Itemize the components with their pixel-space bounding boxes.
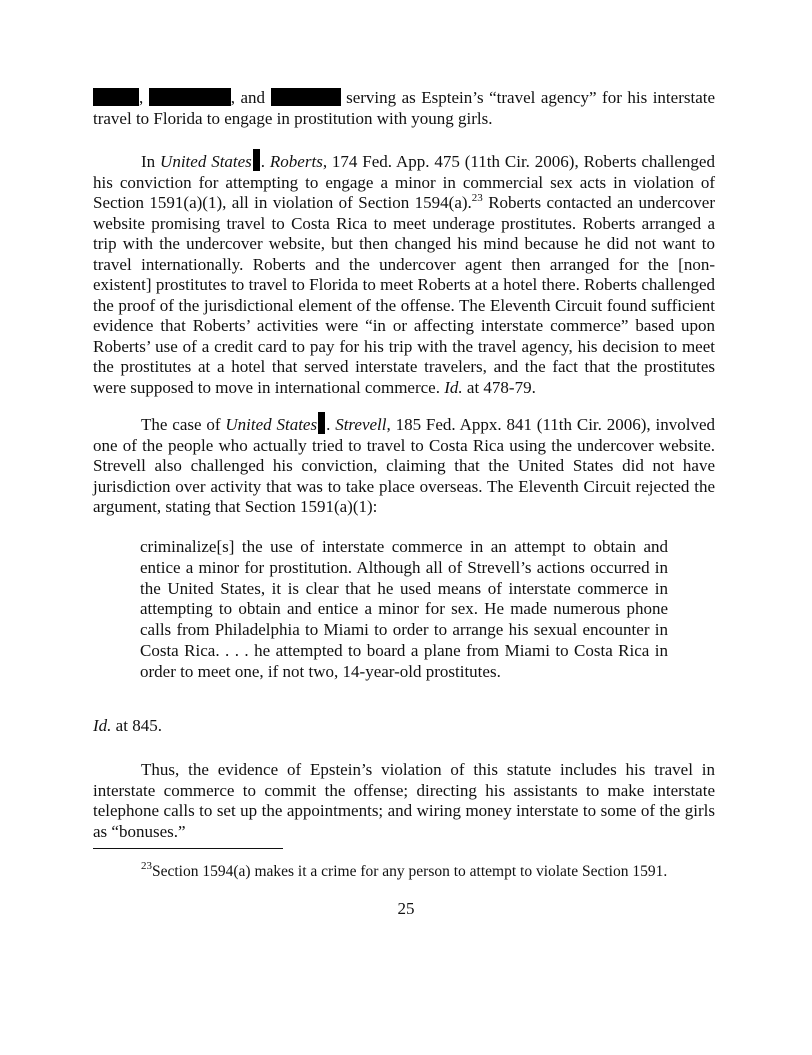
citation-id: Id. (444, 377, 463, 397)
citation-pages: at 478-79. (462, 377, 536, 397)
paragraph-text: Roberts contacted an undercover website promising travel to Costa Rica to meet underage prostitutes. Roberts arranged a trip with the undercover website, but then changed his mind because he did not want to travel internationally. Roberts and the undercover agent then arranged for the [non-existent] prostitutes to travel to Florida to meet Roberts at a hotel there. Roberts challenged the proof of the jurisdictional element of the offense. The Eleventh Circuit found sufficient evidence that Roberts’ activities were “in or affecting interstate commerce” based upon Roberts’ use of a credit card to pay for his trip with the travel agency, his decision to meet the prostitutes at a hotel that served interstate travelers, and the fact that the prostitutes were supposed to move in international commerce. (93, 193, 715, 397)
footnote-text: Section 1594(a) makes it a crime for any person to attempt to violate Section 1591. (152, 863, 668, 880)
paragraph-text: The case of (141, 415, 226, 434)
redaction-block (318, 412, 325, 434)
case-name: United States (160, 152, 252, 171)
footnote-divider (93, 848, 283, 849)
paragraph-text: serving as Esptein’s “travel agency” for his interstate travel to Florida to engage in prostitution with young girls. (93, 88, 716, 128)
paragraph-text: , 174 Fed. App. 475 (11th Cir. 2006), Roberts challenged his conviction for attempting to engage a minor in commercial sex acts in violation of Section 1591(a)(1), all in violation of Section 1594(a). (93, 152, 715, 212)
redaction-block (149, 88, 231, 106)
paragraph-2 (93, 149, 715, 398)
redaction-block (253, 149, 260, 171)
paragraph-text: , 185 Fed. Appx. 841 (11th Cir. 2006), involved one of the people who actually tried to travel to Costa Rica using the undercover website. Strevell also challenged his conviction, claiming that the United States did not have jurisdiction over activity that was to take place overseas. The Eleventh Circuit rejected the argument, stating that Section 1591(a)(1): (93, 415, 715, 516)
paragraph-text: . (260, 152, 270, 171)
footnote-number: 23 (141, 860, 152, 872)
paragraph-1 (93, 88, 715, 129)
case-name: United States (225, 415, 318, 434)
case-party: Roberts (269, 152, 323, 171)
footnote (141, 862, 741, 883)
page-number: 25 (397, 899, 415, 918)
separator-text: , (139, 88, 149, 107)
redaction-block (93, 88, 139, 106)
separator-text: , and (230, 88, 271, 107)
case-party: Strevell (335, 415, 387, 434)
paragraph-text: In (141, 152, 161, 171)
citation-id: Id. (93, 716, 112, 735)
block-quote: criminalize[s] the use of interstate commerce in an attempt to obtain and entice a minor for prostitution. Although all of Strevell’s actions occurred in the United States, it is clear that he used means of interstate commerce in attempting to obtain and entice a minor for sex. He made numerous phone calls from Philadelphia to Miami to order to arrange his sexual encounter in Costa Rica. . . . he attempted to board a plane from Miami to Costa Rica in order to meet one, if not two, 14-year-old prostitutes. (140, 537, 668, 681)
paragraph-text: . (326, 415, 336, 434)
footnote-reference: 23 (471, 192, 483, 204)
citation-pages: at 845. (111, 716, 162, 735)
citation-line (93, 716, 715, 737)
redaction-block (271, 88, 341, 106)
paragraph-3 (93, 412, 715, 518)
paragraph-4: Thus, the evidence of Epstein’s violation of this statute includes his travel in interstate commerce to commit the offense; directing his assistants to make interstate telephone calls to set up the appointments; and wiring money interstate to some of the girls as “bonuses.” (93, 760, 715, 841)
